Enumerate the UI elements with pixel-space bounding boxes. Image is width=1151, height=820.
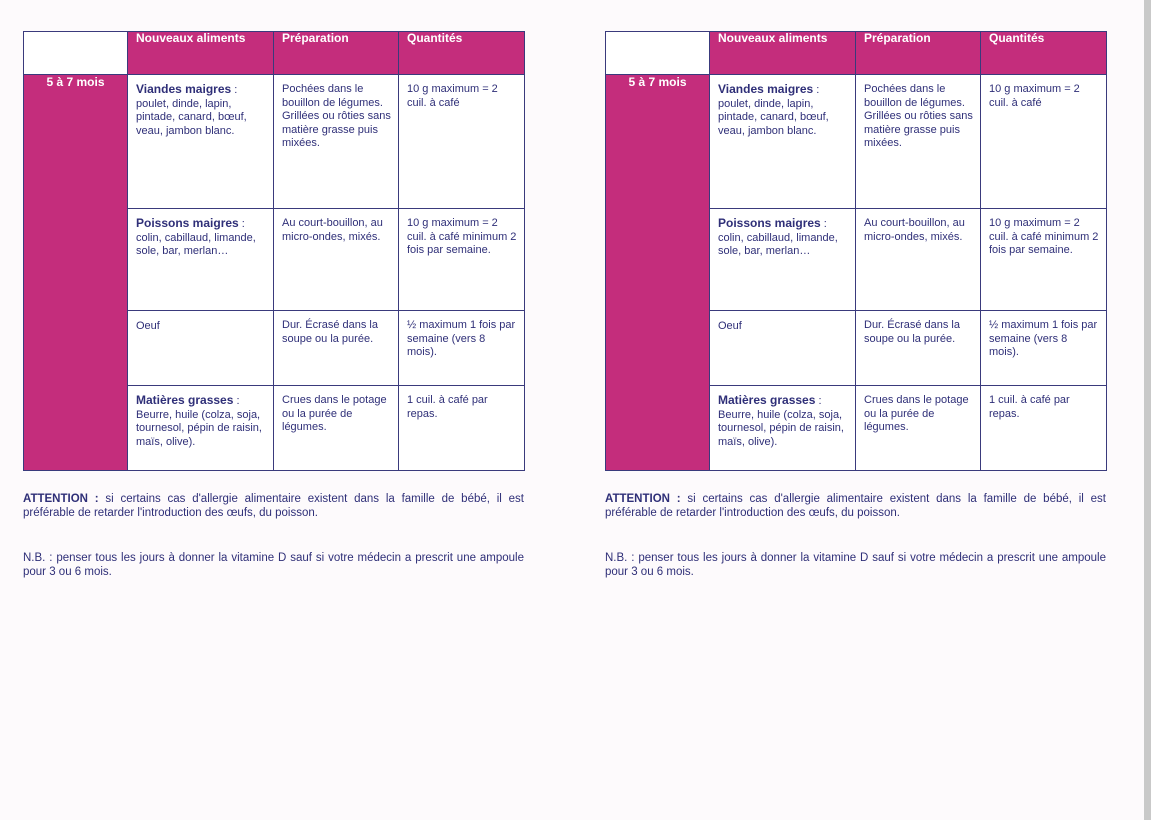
attention-label: ATTENTION : xyxy=(605,493,681,505)
preparation-cell: Pochées dans le bouillon de légumes. Grillées ou rôties sans matière grasse puis mixées. xyxy=(274,75,399,209)
aliment-separator: : xyxy=(813,84,820,96)
aliment-separator: : xyxy=(815,395,822,407)
aliment-name: Viandes maigres xyxy=(136,82,232,96)
aliment-name: Viandes maigres xyxy=(718,82,814,96)
table-row xyxy=(606,75,1107,209)
attention-note xyxy=(605,492,1106,520)
aliment-details: Beurre, huile (colza, soja, tournesol, pépin de raisin, maïs, olive). xyxy=(718,408,844,448)
table-header-row xyxy=(606,32,1107,75)
quantity-cell: ½ maximum 1 fois par semaine (vers 8 mois). xyxy=(981,311,1107,386)
header-quantites: Quantités xyxy=(399,32,525,75)
aliment-cell xyxy=(128,209,274,311)
header-corner xyxy=(24,32,128,75)
aliment-details: Beurre, huile (colza, soja, tournesol, pépin de raisin, maïs, olive). xyxy=(136,408,262,448)
quantity-cell: 10 g maximum = 2 cuil. à café xyxy=(399,75,525,209)
quantity-cell: 1 cuil. à café par repas. xyxy=(399,386,525,471)
preparation-cell: Dur. Écrasé dans la soupe ou la purée. xyxy=(856,311,981,386)
age-label: 5 à 7 mois xyxy=(606,75,710,471)
page-panel-left xyxy=(23,31,524,579)
aliment-details: poulet, dinde, lapin, pintade, canard, bœuf, veau, jambon blanc. xyxy=(136,97,247,137)
quantity-cell: 1 cuil. à café par repas. xyxy=(981,386,1107,471)
aliment-name: Matières grasses xyxy=(718,393,816,407)
aliment-separator: : xyxy=(233,395,240,407)
aliment-details: poulet, dinde, lapin, pintade, canard, bœuf, veau, jambon blanc. xyxy=(718,97,829,137)
aliment-cell xyxy=(710,75,856,209)
aliment-cell xyxy=(710,386,856,471)
aliment-details: Oeuf xyxy=(718,320,742,332)
aliment-name: Poissons maigres xyxy=(718,216,821,230)
header-corner xyxy=(606,32,710,75)
aliment-separator: : xyxy=(238,218,245,230)
aliment-cell xyxy=(710,311,856,386)
aliment-name: Poissons maigres xyxy=(136,216,239,230)
preparation-cell: Pochées dans le bouillon de légumes. Grillées ou rôties sans matière grasse puis mixées. xyxy=(856,75,981,209)
nb-note: N.B. : penser tous les jours à donner la vitamine D sauf si votre médecin a prescrit une ampoule pour 3 ou 6 mois. xyxy=(605,552,1106,578)
aliment-separator: : xyxy=(231,84,238,96)
scrollbar-thumb[interactable] xyxy=(1144,0,1151,820)
food-table xyxy=(605,31,1107,471)
attention-label: ATTENTION : xyxy=(23,493,99,505)
table-header-row xyxy=(24,32,525,75)
attention-text: si certains cas d'allergie alimentaire existent dans la famille de bébé, il est préférable de retarder l'introduction des œufs, du poisson. xyxy=(605,493,1106,519)
aliment-details: Oeuf xyxy=(136,320,160,332)
preparation-cell: Au court-bouillon, au micro-ondes, mixés. xyxy=(856,209,981,311)
aliment-cell xyxy=(128,311,274,386)
preparation-cell: Crues dans le potage ou la purée de légumes. xyxy=(274,386,399,471)
aliment-details: colin, cabillaud, limande, sole, bar, merlan… xyxy=(136,231,256,257)
quantity-cell: 10 g maximum = 2 cuil. à café minimum 2 fois par semaine. xyxy=(399,209,525,311)
preparation-cell: Dur. Écrasé dans la soupe ou la purée. xyxy=(274,311,399,386)
aliment-details: colin, cabillaud, limande, sole, bar, merlan… xyxy=(718,231,838,257)
attention-note xyxy=(23,492,524,520)
vertical-scrollbar[interactable] xyxy=(1144,0,1151,820)
header-aliments: Nouveaux aliments xyxy=(710,32,856,75)
aliment-name: Matières grasses xyxy=(136,393,234,407)
header-quantites: Quantités xyxy=(981,32,1107,75)
age-label: 5 à 7 mois xyxy=(24,75,128,471)
preparation-cell: Au court-bouillon, au micro-ondes, mixés. xyxy=(274,209,399,311)
quantity-cell: ½ maximum 1 fois par semaine (vers 8 mois). xyxy=(399,311,525,386)
header-aliments: Nouveaux aliments xyxy=(128,32,274,75)
quantity-cell: 10 g maximum = 2 cuil. à café minimum 2 fois par semaine. xyxy=(981,209,1107,311)
aliment-cell xyxy=(128,386,274,471)
aliment-separator: : xyxy=(820,218,827,230)
nb-note: N.B. : penser tous les jours à donner la vitamine D sauf si votre médecin a prescrit une ampoule pour 3 ou 6 mois. xyxy=(23,552,524,578)
attention-text: si certains cas d'allergie alimentaire existent dans la famille de bébé, il est préférable de retarder l'introduction des œufs, du poisson. xyxy=(23,493,524,519)
table-row xyxy=(24,75,525,209)
food-table xyxy=(23,31,525,471)
header-preparation: Préparation xyxy=(274,32,399,75)
aliment-cell xyxy=(128,75,274,209)
quantity-cell: 10 g maximum = 2 cuil. à café xyxy=(981,75,1107,209)
aliment-cell xyxy=(710,209,856,311)
preparation-cell: Crues dans le potage ou la purée de légumes. xyxy=(856,386,981,471)
page-panel-right xyxy=(605,31,1106,579)
header-preparation: Préparation xyxy=(856,32,981,75)
